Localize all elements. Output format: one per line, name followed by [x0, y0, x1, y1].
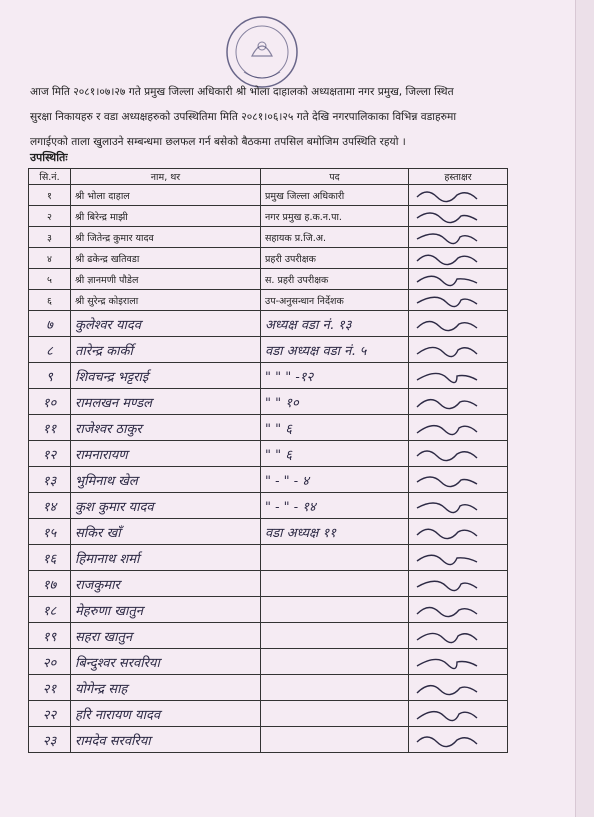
name-cell-text: हिमानाथ शर्मा: [75, 551, 140, 567]
serial-number-cell: [29, 185, 71, 206]
header-name: नाम, थर: [71, 169, 261, 185]
handwritten-signature-icon: [413, 444, 483, 464]
serial-number-cell: [29, 597, 71, 623]
post-cell-text: " " ६: [265, 421, 292, 437]
name-cell-text: योगेन्द्र साह: [75, 681, 128, 697]
name-cell-text: श्री जितेन्द्र कुमार यादव: [75, 232, 154, 244]
attendance-table: [28, 168, 508, 753]
name-cell: [71, 389, 261, 415]
paragraph-line-3: लगाईएको ताला खुलाउने सम्बन्धमा छलफल गर्न बसेको बैठकमा तपसिल बमोजिम उपस्थिति रहयो ।: [30, 136, 406, 148]
serial-number-cell-text: १२: [42, 447, 57, 463]
name-cell: [71, 493, 261, 519]
name-cell: [71, 248, 261, 269]
post-cell: [261, 493, 409, 519]
signature-cell: [409, 467, 508, 493]
serial-number-cell: [29, 701, 71, 727]
handwritten-signature-icon: [413, 470, 483, 490]
name-cell-text: मेहरुणा खातुन: [75, 603, 143, 619]
post-cell-text: वडा अध्यक्ष वडा नं. ५: [265, 343, 367, 359]
post-cell: [261, 675, 409, 701]
name-cell: [71, 597, 261, 623]
post-cell-text: उप-अनुसन्धान निर्देशक: [265, 295, 344, 307]
name-cell-text: श्री सुरेन्द्र कोइराला: [75, 295, 139, 307]
table-row: [29, 389, 508, 415]
signature-cell: [409, 389, 508, 415]
name-cell-text: राजकुमार: [75, 577, 120, 593]
name-cell: [71, 623, 261, 649]
handwritten-signature-icon: [413, 185, 483, 205]
post-cell: [261, 269, 409, 290]
serial-number-cell: [29, 337, 71, 363]
name-cell: [71, 206, 261, 227]
table-row: [29, 675, 508, 701]
table-row: [29, 545, 508, 571]
post-cell-text: प्रमुख जिल्ला अधिकारी: [265, 190, 345, 202]
table-row: [29, 571, 508, 597]
post-cell: [261, 623, 409, 649]
serial-number-cell: [29, 675, 71, 701]
handwritten-signature-icon: [413, 366, 483, 386]
post-cell: [261, 227, 409, 248]
table-row: [29, 206, 508, 227]
name-cell: [71, 227, 261, 248]
name-cell: [71, 519, 261, 545]
post-cell-text: " " ६: [265, 447, 292, 463]
table-row: [29, 493, 508, 519]
name-cell-text: श्री बिरेन्द्र माझी: [75, 211, 128, 223]
signature-cell: [409, 493, 508, 519]
signature-cell: [409, 675, 508, 701]
table-row: [29, 441, 508, 467]
serial-number-cell: [29, 415, 71, 441]
table-row: [29, 623, 508, 649]
table-row: [29, 227, 508, 248]
serial-number-cell: [29, 227, 71, 248]
post-cell-text: " " " -१२: [265, 369, 314, 385]
post-cell: [261, 363, 409, 389]
table-row: [29, 597, 508, 623]
name-cell-text: रामदेव सरवरिया: [75, 733, 151, 749]
post-cell: [261, 441, 409, 467]
handwritten-signature-icon: [413, 418, 483, 438]
header-signature: हस्ताक्षर: [409, 169, 508, 185]
name-cell: [71, 185, 261, 206]
signature-cell: [409, 311, 508, 337]
table-row: [29, 415, 508, 441]
post-cell: [261, 701, 409, 727]
name-cell-text: बिन्दुश्वर सरवरिया: [75, 655, 160, 671]
serial-number-cell-text: २१: [42, 681, 57, 697]
table-row: [29, 649, 508, 675]
serial-number-cell: [29, 363, 71, 389]
serial-number-cell: [29, 206, 71, 227]
name-cell-text: तारेन्द्र कार्की: [75, 343, 133, 359]
signature-cell: [409, 441, 508, 467]
signature-cell: [409, 519, 508, 545]
paragraph-line-2: सुरक्षा निकायहरु र वडा अध्यक्षहरुको उपस्थितिमा मिति २०८१।०६।२५ गते देखि नगरपालिकाका विभिन्न वडाहरुमा: [30, 111, 457, 123]
table-row: [29, 311, 508, 337]
post-cell-text: वडा अध्यक्ष ११: [265, 525, 337, 541]
name-cell-text: कुश कुमार यादव: [75, 499, 154, 515]
handwritten-signature-icon: [413, 290, 483, 310]
post-cell: [261, 519, 409, 545]
post-cell: [261, 206, 409, 227]
signature-cell: [409, 290, 508, 311]
table-row: [29, 467, 508, 493]
signature-cell: [409, 415, 508, 441]
serial-number-cell: [29, 623, 71, 649]
name-cell-text: भुमिनाथ खेल: [75, 473, 138, 489]
signature-cell: [409, 206, 508, 227]
post-cell: [261, 545, 409, 571]
header-serial-number: सि.नं.: [29, 169, 71, 185]
serial-number-cell-text: १७: [42, 577, 57, 593]
table-row: [29, 248, 508, 269]
signature-cell: [409, 363, 508, 389]
table-row: [29, 363, 508, 389]
handwritten-signature-icon: [413, 704, 483, 724]
serial-number-cell-text: ४: [47, 253, 52, 265]
post-cell-text: सहायक प्र.जि.अ.: [265, 232, 326, 244]
serial-number-cell-text: १८: [42, 603, 57, 619]
serial-number-cell-text: १: [47, 190, 52, 202]
handwritten-signature-icon: [413, 496, 483, 516]
name-cell: [71, 290, 261, 311]
name-cell-text: हरि नारायण यादव: [75, 707, 161, 723]
post-cell-text: प्रहरी उपरीक्षक: [265, 253, 316, 265]
post-cell: [261, 597, 409, 623]
serial-number-cell-text: ९: [46, 369, 53, 385]
table-row: [29, 290, 508, 311]
name-cell: [71, 467, 261, 493]
attendance-heading: उपस्थितिः: [30, 151, 68, 164]
table-row: [29, 337, 508, 363]
signature-cell: [409, 227, 508, 248]
serial-number-cell-text: १०: [42, 395, 57, 411]
handwritten-signature-icon: [413, 600, 483, 620]
signature-cell: [409, 571, 508, 597]
serial-number-cell: [29, 311, 71, 337]
serial-number-cell-text: ३: [47, 232, 52, 244]
table-row: [29, 727, 508, 753]
name-cell-text: श्री ढकेन्द्र खतिवडा: [75, 253, 140, 265]
signature-cell: [409, 701, 508, 727]
signature-cell: [409, 597, 508, 623]
serial-number-cell: [29, 290, 71, 311]
serial-number-cell-text: १९: [42, 629, 57, 645]
serial-number-cell-text: १४: [42, 499, 57, 515]
signature-cell: [409, 185, 508, 206]
serial-number-cell: [29, 269, 71, 290]
paragraph-line-1: आज मिति २०८१।०७।२७ गते प्रमुख जिल्ला अधिकारी श्री भोला दाहालको अध्यक्षतामा नगर प्रमुख, जिल्ला स्थित: [30, 86, 454, 98]
post-cell: [261, 571, 409, 597]
name-cell: [71, 337, 261, 363]
signature-cell: [409, 649, 508, 675]
name-cell: [71, 649, 261, 675]
serial-number-cell: [29, 467, 71, 493]
name-cell: [71, 441, 261, 467]
serial-number-cell: [29, 519, 71, 545]
signature-cell: [409, 623, 508, 649]
serial-number-cell-text: ७: [46, 317, 53, 333]
post-cell-text: " - " - १४: [265, 499, 316, 515]
handwritten-signature-icon: [413, 206, 483, 226]
serial-number-cell: [29, 545, 71, 571]
serial-number-cell-text: १५: [42, 525, 57, 541]
post-cell: [261, 337, 409, 363]
table-header-row: [29, 169, 508, 185]
post-cell: [261, 467, 409, 493]
handwritten-signature-icon: [413, 248, 483, 268]
serial-number-cell-text: ११: [42, 421, 57, 437]
name-cell-text: सहरा खातुन: [75, 629, 133, 645]
serial-number-cell-text: ८: [46, 343, 53, 359]
name-cell: [71, 269, 261, 290]
name-cell: [71, 571, 261, 597]
post-cell: [261, 311, 409, 337]
handwritten-signature-icon: [413, 678, 483, 698]
post-cell: [261, 727, 409, 753]
signature-cell: [409, 269, 508, 290]
post-cell-text: स. प्रहरी उपरीक्षक: [265, 274, 329, 286]
serial-number-cell: [29, 248, 71, 269]
post-cell: [261, 649, 409, 675]
name-cell: [71, 545, 261, 571]
handwritten-signature-icon: [413, 652, 483, 672]
post-cell-text: नगर प्रमुख ह.क.न.पा.: [265, 211, 342, 223]
header-post: पद: [261, 169, 409, 185]
handwritten-signature-icon: [413, 392, 483, 412]
handwritten-signature-icon: [413, 730, 483, 750]
table-row: [29, 185, 508, 206]
post-cell: [261, 290, 409, 311]
post-cell-text: अध्यक्ष वडा नं. १३: [265, 317, 352, 333]
serial-number-cell-text: २०: [42, 655, 57, 671]
handwritten-signature-icon: [413, 626, 483, 646]
name-cell: [71, 363, 261, 389]
handwritten-signature-icon: [413, 548, 483, 568]
name-cell: [71, 701, 261, 727]
table-row: [29, 519, 508, 545]
signature-cell: [409, 248, 508, 269]
handwritten-signature-icon: [413, 269, 483, 289]
name-cell-text: श्री ज्ञानमणी पौडेल: [75, 274, 139, 286]
serial-number-cell-text: १६: [42, 551, 57, 567]
handwritten-signature-icon: [413, 314, 483, 334]
handwritten-signature-icon: [413, 227, 483, 247]
name-cell: [71, 311, 261, 337]
post-cell-text: " " १०: [265, 395, 299, 411]
name-cell-text: श्री भोला दाहाल: [75, 190, 130, 202]
handwritten-signature-icon: [413, 574, 483, 594]
name-cell: [71, 675, 261, 701]
post-cell: [261, 415, 409, 441]
serial-number-cell-text: २: [47, 211, 52, 223]
serial-number-cell: [29, 493, 71, 519]
serial-number-cell: [29, 727, 71, 753]
serial-number-cell-text: २३: [42, 733, 57, 749]
page-edge: [575, 0, 594, 817]
name-cell-text: सकिर खाँ: [75, 525, 121, 541]
name-cell-text: कुलेश्वर यादव: [75, 317, 142, 333]
serial-number-cell: [29, 389, 71, 415]
meeting-minutes-paragraph: [30, 80, 570, 155]
serial-number-cell-text: ६: [47, 295, 52, 307]
serial-number-cell: [29, 441, 71, 467]
name-cell: [71, 727, 261, 753]
serial-number-cell-text: ५: [47, 274, 52, 286]
post-cell-text: " - " - ४: [265, 473, 310, 489]
serial-number-cell-text: १३: [42, 473, 57, 489]
handwritten-signature-icon: [413, 522, 483, 542]
name-cell-text: राजेश्वर ठाकुर: [75, 421, 142, 437]
serial-number-cell: [29, 649, 71, 675]
name-cell-text: शिवचन्द्र भट्टराई: [75, 369, 149, 385]
post-cell: [261, 248, 409, 269]
signature-cell: [409, 337, 508, 363]
signature-cell: [409, 727, 508, 753]
post-cell: [261, 185, 409, 206]
name-cell-text: रामनारायण: [75, 447, 128, 463]
name-cell-text: रामलखन मण्डल: [75, 395, 152, 411]
table-row: [29, 269, 508, 290]
table-row: [29, 701, 508, 727]
post-cell: [261, 389, 409, 415]
signature-cell: [409, 545, 508, 571]
handwritten-signature-icon: [413, 340, 483, 360]
serial-number-cell: [29, 571, 71, 597]
serial-number-cell-text: २२: [42, 707, 57, 723]
name-cell: [71, 415, 261, 441]
